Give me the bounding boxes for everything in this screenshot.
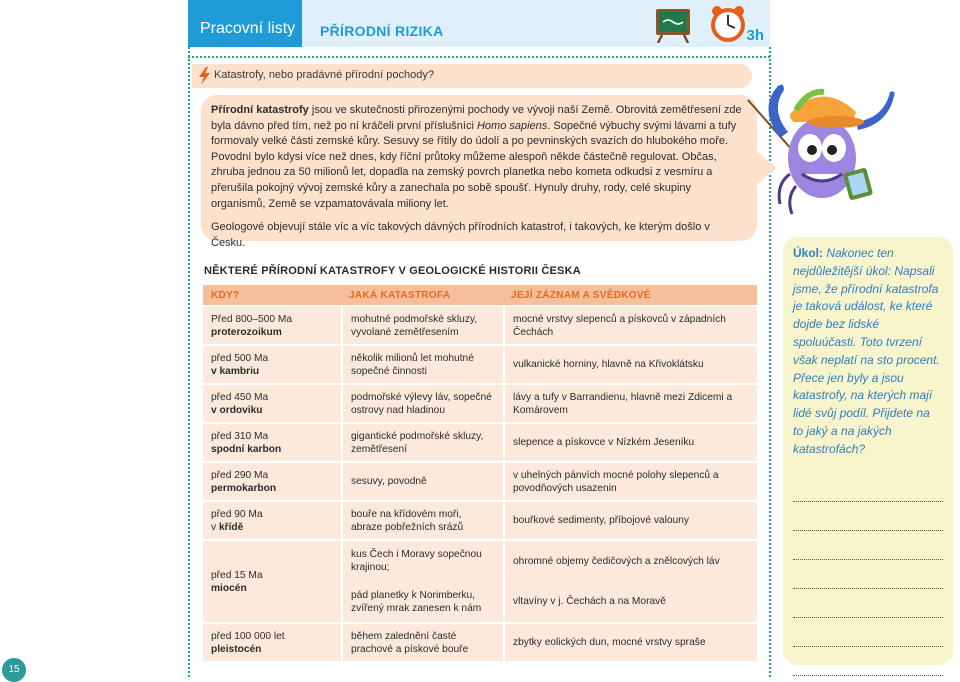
cell-when [203,385,341,422]
what-text: mohutné podmořské skluzy, vyvolané zemětřesením [351,313,478,338]
easel-icon [654,5,692,43]
cell-when [203,346,341,383]
what-text: kus Čech i Moravy sopečnou krajinou; [351,549,482,574]
cell-record [503,624,757,661]
record-text-2: vltavíny v j. Čechách a na Moravě [513,596,666,608]
what-text: sesuvy, povodně [351,476,427,487]
cell-when [203,624,341,661]
header-what: JAKÁ KATASTROFA [349,290,451,301]
answer-line[interactable] [793,647,943,676]
table-row [203,502,757,539]
cell-when [203,307,341,344]
title-band [302,0,770,47]
when-text: před 15 Ma [211,569,263,581]
period-text [211,404,333,417]
cell-when [203,541,341,622]
when-text: před 100 000 let [211,630,285,642]
record-text: v uhelných pánvích mocné polohy slepenců a povodňových usazenin [513,469,719,494]
table-row [203,424,757,461]
when-text: před 90 Ma [211,508,263,520]
header-record: JEJÍ ZÁZNAM A SVĚDKOVÉ [511,290,651,301]
series-band [188,0,302,47]
period-text: pleistocén [211,643,262,655]
intro-paragraph-2: Geologové objevují stále víc a víc takových dávných přírodních katastrof, i takových, ke kterým došlo v Česku. [211,221,710,249]
intro-term: Přírodní katastrofy [211,104,309,116]
period-text: proterozoikum [211,326,282,338]
frame-left [188,47,190,677]
intro-bubble [201,95,757,249]
cell-when [203,502,341,539]
period-text: spodní karbon [211,443,282,455]
period-name: kambriu [219,365,260,377]
answer-line[interactable] [793,531,943,560]
record-text: vulkanické horniny, hlavně na Křivoklátsku [513,359,704,370]
what-text-2: pád planetky k Norimberku, zvířený mrak zanesen k nám [351,589,482,614]
cell-when [203,424,341,461]
what-text: gigantické podmořské skluzy, zemětřesení [351,430,484,455]
cell-what [341,463,503,500]
answer-line[interactable] [793,618,943,647]
when-text: před 290 Ma [211,469,269,481]
answer-line[interactable] [793,502,943,531]
section-title: NĚKTERÉ PŘÍRODNÍ KATASTROFY V GEOLOGICKÉ HISTORII ČESKA [204,265,581,277]
record-text: lávy a tufy v Barrandienu, hlavně mezi Zdicemi a Komárovem [513,391,733,416]
intro-paragraph-1 [211,103,747,212]
period-name: křídě [218,521,244,533]
frame-top [188,56,770,58]
what-text: několik milionů let mohutné sopečné činnosti [351,352,474,377]
record-text: bouřkové sedimenty, příbojové valouny [513,515,689,526]
when-text: před 310 Ma [211,430,269,442]
mascot-icon [740,78,900,228]
period-prefix: v [211,521,219,533]
series-label: Pracovní listy [200,20,296,37]
answer-lines[interactable] [793,473,943,676]
cell-when [203,463,341,500]
period-text [211,365,333,378]
cell-record [503,541,757,622]
when-text: před 500 Ma [211,352,269,364]
subtitle-text: Katastrofy, nebo pradávné přírodní pochody? [214,69,434,81]
cell-record [503,424,757,461]
period-text: permokarbon [211,482,277,494]
cell-record [503,346,757,383]
intro-text-b: . Sopečné výbuchy svými lávami a tufy formovaly velké části zemské kůry. Sesuvy se řítily do údolí a po pevninských svazích do hlubokého moře. Povodní bylo kdysi více než dnes, kdy říční průtoky můžeme alespoň někde částečně regulovat. Občas, zhruba jednou za 50 milionů let, dopadla na zemský povrch planetka nebo kometa odkudsi z vesmíru a přerušila pokojný vývoj zemské kůry a zanechala po sobě spoušť. Hynuly druhy, rody, celé skupiny organismů, Země se vzpamatovávala miliony let. [211,119,737,210]
task-body: Nakonec ten nejdůležitější úkol: Napsali jsme, že přírodní katastrofa je taková událost, ke které dojde bez lidské spoluúčasti. Toto tvrzení však neplatí na sto procent. Přece jen byly a jsou katastrofy, na kterých mají lidé svůj podíl. Přijdete na to jaký a na jakých katastrofách? [793,246,940,456]
table-row [203,624,757,661]
answer-line[interactable] [793,560,943,589]
cell-record [503,502,757,539]
cell-record [503,307,757,344]
cell-what [341,541,503,622]
subtitle-bar [192,64,752,88]
intro-text-a: jsou ve skutečnosti přirozenými pochody ve vývoji naší Země. Obrovitá zemětřesení zde byla dávno před tím, než po ní kráčeli první příslušníci [211,104,742,132]
cell-what [341,424,503,461]
answer-line[interactable] [793,589,943,618]
period-text [211,521,333,534]
period-prefix: v [211,404,220,416]
task-text [793,245,943,459]
period-name: ordoviku [219,404,263,416]
time-estimate: 3h [746,27,764,44]
record-text: ohromné objemy čedičových a znělcových láv [513,555,720,567]
answer-line[interactable] [793,473,943,502]
cell-what [341,307,503,344]
cell-what [341,346,503,383]
catastrophe-table [203,285,757,661]
when-text: před 450 Ma [211,391,269,403]
intro-species: Homo sapiens [476,119,548,132]
page-number: 15 [2,658,26,682]
table-header [203,285,757,305]
table-row [203,346,757,383]
table-row [203,307,757,344]
cell-record [503,385,757,422]
cell-what [341,385,503,422]
table-row [203,385,757,422]
cell-what [341,624,503,661]
what-text: bouře na křídovém moři, abraze pobřežních srázů [351,508,464,533]
page-title: PŘÍRODNÍ RIZIKA [320,23,444,39]
table-row [203,463,757,500]
period-text: miocén [211,582,247,594]
cell-what [341,502,503,539]
cell-record [503,463,757,500]
period-prefix: v [211,365,220,377]
what-text: podmořské výlevy láv, sopečné ostrovy nad hladinou [351,391,492,416]
task-panel [783,237,953,665]
record-text: zbytky eolických dun, mocné vrstvy spraše [513,637,706,648]
what-text: během zalednění časté prachové a pískové bouře [351,630,469,655]
table-row [203,541,757,622]
when-text: Před 800–500 Ma [211,313,292,325]
clock-icon [708,4,748,44]
record-text: slepence a pískovce v Nízkém Jeseníku [513,437,695,448]
record-text: mocné vrstvy slepenců a pískovců v západních Čechách [513,313,726,338]
header-when: KDY? [211,290,240,301]
task-label: Úkol: [793,246,823,260]
lightning-icon [196,67,212,85]
